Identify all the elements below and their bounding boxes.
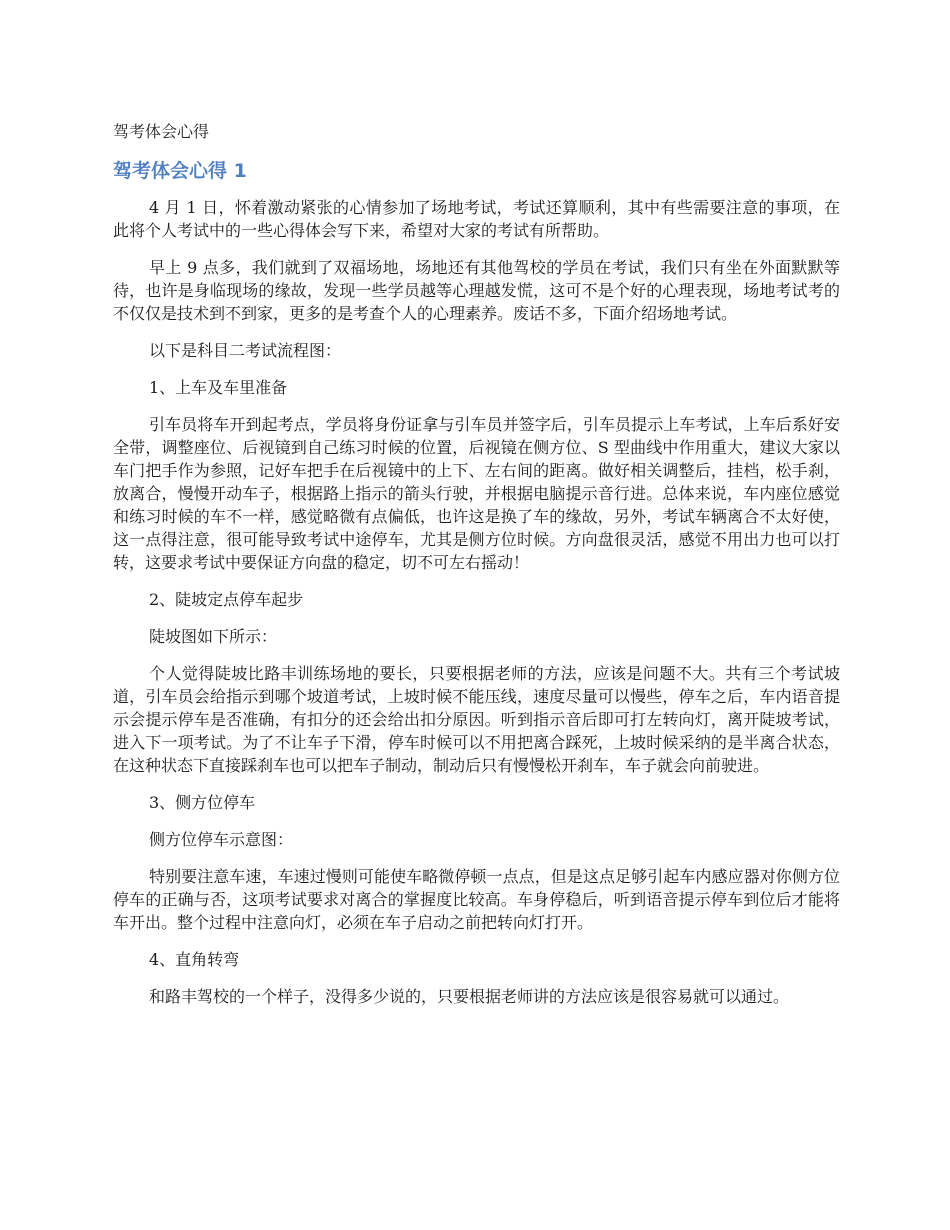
paragraph-intro: 4 月 1 日，怀着激动紧张的心情参加了场地考试，考试还算顺利，其中有些需要注意的事项，在此将个人考试中的一些心得体会写下来，希望对大家的考试有所帮助。 xyxy=(113,198,840,240)
paragraph-step-3: 特别要注意车速，车速过慢则可能使车略微停顿一点点，但是这点足够引起车内感应器对你侧方位停车的正确与否，这项考试要求对离合的掌握度比较高。车身停稳后，听到语音提示停车到位后才能将车开出。整个过程中注意向灯，必须在车子启动之前把转向灯打开。 xyxy=(113,867,840,932)
document-title: 驾考体会心得 xyxy=(113,122,210,141)
paragraph-parking-figure: 侧方位停车示意图： xyxy=(149,830,294,849)
paragraph-step-2: 个人觉得陡坡比路丰训练场地的要长，只要根据老师的方法，应该是问题不大。共有三个考试坡道，引车员会给指示到哪个坡道考试，上坡时候不能压线，速度尽量可以慢些，停车之后，车内语音提示会提示停车是否准确，有扣分的还会给出扣分原因。听到指示音后即可打左转向灯，离开陡坡考试，进入下一项考试。为了不让车子下滑，停车时候可以不用把离合踩死，上坡时候采纳的是半离合状态，在这种状态下直接踩刹车也可以把车子制动，制动后只有慢慢松开刹车，车子就会向前驶进。 xyxy=(113,664,840,775)
paragraph-flowchart-intro: 以下是科目二考试流程图： xyxy=(149,341,342,360)
subheading-step-2: 2、陡坡定点停车起步 xyxy=(149,590,304,609)
document-page xyxy=(113,120,840,1022)
section-heading: 驾考体会心得 1 xyxy=(113,160,247,182)
paragraph-step-1: 引车员将车开到起考点，学员将身份证拿与引车员并签字后，引车员提示上车考试，上车后系好安全带，调整座位、后视镜到自己练习时候的位置，后视镜在侧方位、S 型曲线中作用重大，建议大家以车门把手作为参照，记好车把手在后视镜中的上下、左右间的距离。做好相关调整后，挂档，松手刹，放离合，慢慢开动车子，根据路上指示的箭头行驶，并根据电脑提示音行进。总体来说，车内座位感觉和练习时候的车不一样，感觉略微有点偏低，也许这是换了车的缘故，另外，考试车辆离合不太好使，这一点得注意，很可能导致考试中途停车，尤其是侧方位时候。方向盘很灵活，感觉不用出力也可以打转，这要求考试中要保证方向盘的稳定，切不可左右摇动！ xyxy=(113,415,840,572)
paragraph-step-4: 和路丰驾校的一个样子，没得多少说的，只要根据老师讲的方法应该是很容易就可以通过。 xyxy=(149,987,790,1006)
subheading-step-4: 4、直角转弯 xyxy=(149,950,240,969)
paragraph-slope-figure: 陡坡图如下所示： xyxy=(149,627,278,646)
paragraph-arrival: 早上 9 点多，我们就到了双福场地，场地还有其他驾校的学员在考试，我们只有坐在外面默默等待，也许是身临现场的缘故，发现一些学员越等心理越发慌，这可不是个好的心理表现，场地考试考的不仅仅是技术到不到家，更多的是考查个人的心理素养。废话不多，下面介绍场地考试。 xyxy=(113,258,840,323)
subheading-step-3: 3、侧方位停车 xyxy=(149,793,256,812)
subheading-step-1: 1、上车及车里准备 xyxy=(149,378,288,397)
